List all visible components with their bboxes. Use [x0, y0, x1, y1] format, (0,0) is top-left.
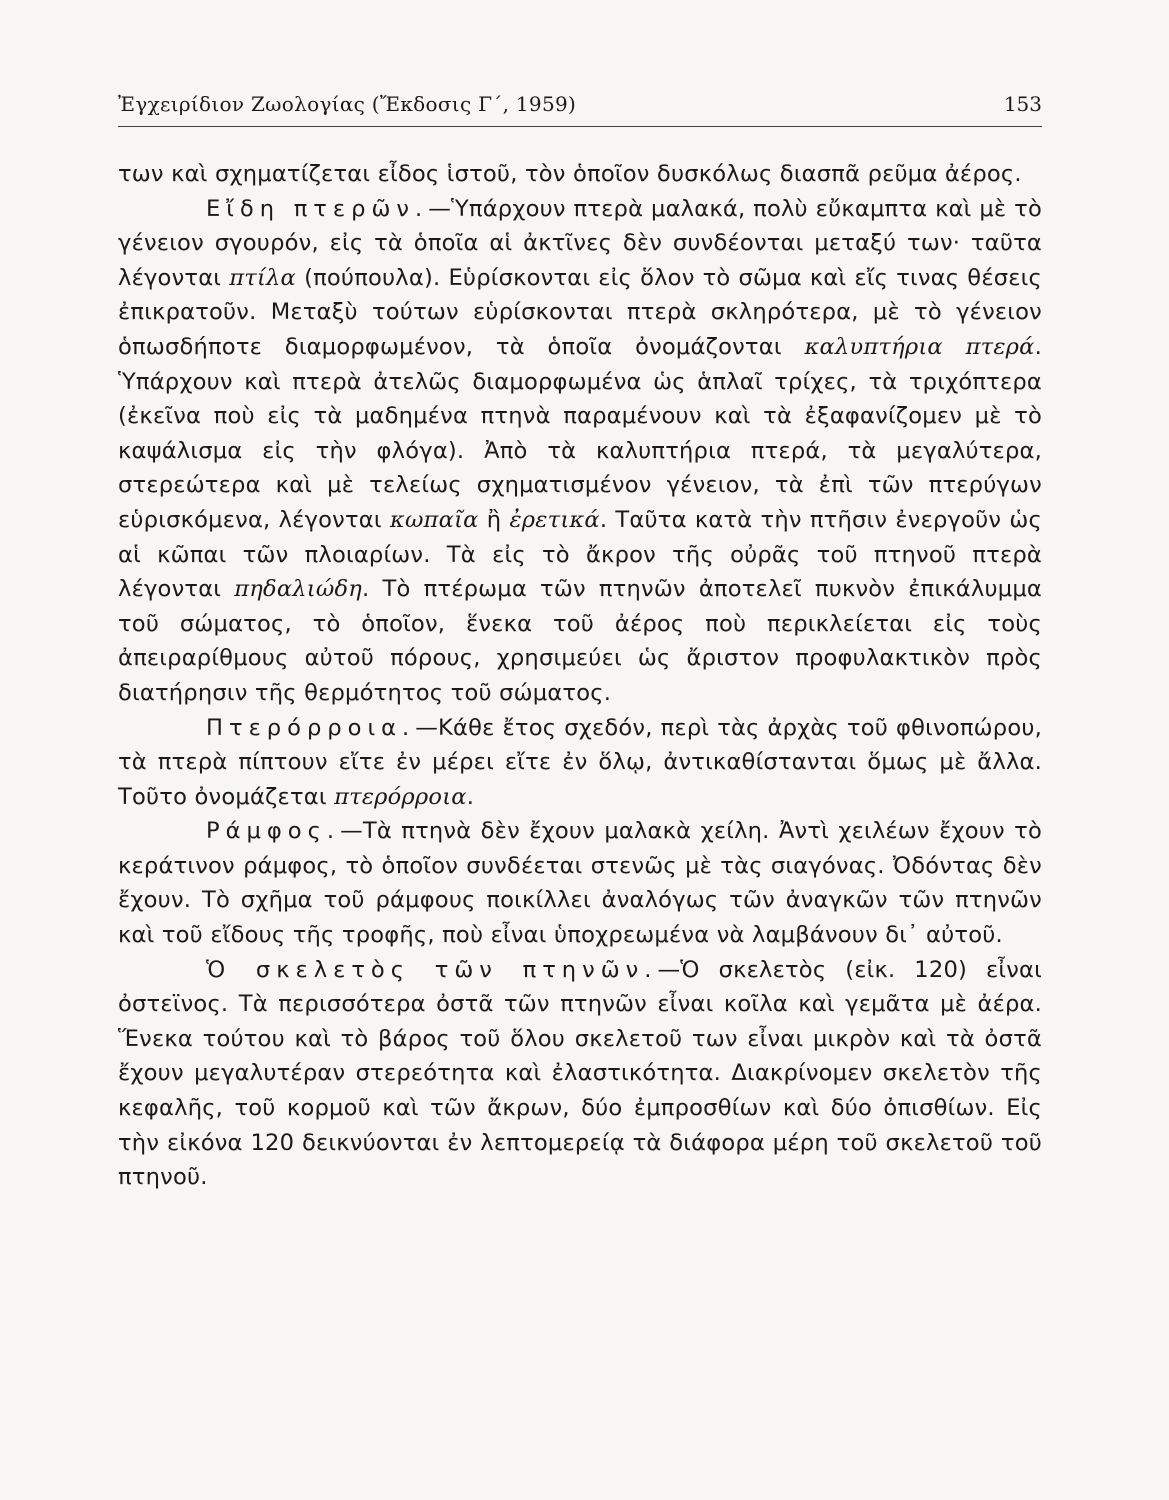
- section-heading-skeleton: Ὁ σκελετὸς τῶν πτηνῶν.: [206, 956, 658, 983]
- paragraph-feather-types: [118, 192, 1042, 711]
- section-heading-feather-types: Εἴδη πτερῶν.: [206, 195, 429, 222]
- book-title: Ἐγχειρίδιον Ζωολογίας (Ἔκδοσις Γ΄, 1959): [118, 92, 577, 116]
- paragraph-text: ἢ: [478, 506, 510, 533]
- paragraph-text: —Ὁ σκελετὸς (εἰκ. 120) εἶναι ὀστεϊνος. Τὰ περισσότερα ὀστᾶ τῶν πτηνῶν εἶναι κοῖλα καὶ γεμᾶτα μὲ ἀέρα. Ἕνεκα τούτου καὶ τὸ βάρος τοῦ ὅλου σκελετοῦ των εἶναι μικρὸν καὶ τὰ ὀστᾶ ἔχουν μεγαλυτέραν στερεότητα καὶ ἐλαστικότητα. Διακρίνομεν σκελετὸν τῆς κεφαλῆς, τοῦ κορμοῦ καὶ τῶν ἄκρων, δύο ἐμπροσθίων καὶ δύο ὀπισθίων. Εἰς τὴν εἰκόνα 120 δεικνύονται ἐν λεπτομερείᾳ τὰ διάφορα μέρη τοῦ σκελετοῦ τοῦ πτηνοῦ.: [118, 956, 1042, 1191]
- paragraph-text: των καὶ σχηματίζεται εἶδος ἱστοῦ, τὸν ὁποῖον δυσκόλως διασπᾶ ρεῦμα ἀέρος.: [118, 161, 1022, 187]
- body-text: [118, 157, 1042, 1195]
- page-number: 153: [1003, 92, 1042, 116]
- paragraph-skeleton: [118, 953, 1042, 1195]
- term-italic: πτερόρροια: [334, 783, 467, 810]
- running-head: [118, 92, 1042, 127]
- paragraph-text: . Ταῦτα κατὰ τὴν πτῆσιν ἐνεργοῦν ὡς αἱ κῶπαι τῶν πλοιαρίων. Τὰ εἰς τὸ ἄκρον τῆς οὐρᾶς τοῦ πτηνοῦ πτερὰ λέγονται: [118, 506, 1042, 603]
- term-italic: πηδαλιώδη: [234, 576, 363, 603]
- paragraph-text: (πούπουλα). Εὑρίσκονται εἰς ὅλον τὸ σῶμα καὶ εἴς τινας θέσεις ἐπικρατοῦν. Μεταξὺ τούτων εὑρίσκονται πτερὰ σκληρότερα, μὲ τὸ γένειον ὁπωσδήποτε διαμορφωμένον, τὰ ὁποῖα ὀνομάζονται: [118, 264, 1042, 360]
- term-italic: πτίλα: [229, 264, 297, 291]
- paragraph-beak: [118, 814, 1042, 952]
- paragraph-text: . Τὸ πτέρωμα τῶν πτηνῶν ἀποτελεῖ πυκνὸν ἐπικάλυμμα τοῦ σώματος, τὸ ὁποῖον, ἕνεκα τοῦ ἀέρος ποὺ περικλείεται εἰς τοὺς ἀπειραρίθμους αὐτοῦ πόρους, χρησιμεύει ὡς ἄριστον προφυλακτικὸν πρὸς διατήρησιν τῆς θερμότητος τοῦ σώματος.: [118, 576, 1042, 706]
- paragraph-continuation: [118, 157, 1042, 192]
- paragraph-text: —Τὰ πτηνὰ δὲν ἔχουν μαλακὰ χείλη. Ἀντὶ χειλέων ἔχουν τὸ κεράτινον ράμφος, τὸ ὁποῖον συνδέεται στενῶς μὲ τὰς σιαγόνας. Ὀδόντας δὲν ἔχουν. Τὸ σχῆμα τοῦ ράμφους ποικίλλει ἀναλόγως τῶν ἀναγκῶν τῶν πτηνῶν καὶ τοῦ εἴδους τῆς τροφῆς, ποὺ εἶναι ὑποχρεωμένα νὰ λαμβάνουν δι᾿ αὐτοῦ.: [118, 818, 1042, 949]
- paragraph-molting: [118, 711, 1042, 815]
- section-heading-molting: Πτερόρροια.: [206, 714, 416, 741]
- section-heading-beak: Ράμφος.: [206, 818, 341, 845]
- paragraph-text: —Κάθε ἔτος σχεδόν, περὶ τὰς ἀρχὰς τοῦ φθινοπώρου, τὰ πτερὰ πίπτουν εἴτε ἐν μέρει εἴτε ἐν ὅλῳ, ἀντικαθίστανται ὅμως μὲ ἄλλα. Τοῦτο ὀνομάζεται: [118, 714, 1042, 810]
- paragraph-text: .: [466, 783, 475, 810]
- term-italic: καλυπτήρια πτερά: [804, 333, 1035, 360]
- term-italic: ἐρετικά: [509, 506, 600, 533]
- paragraph-text: —Ὑπάρχουν πτερὰ μαλακά, πολὺ εὔκαμπτα καὶ μὲ τὸ γένειον σγουρόν, εἰς τὰ ὁποῖα αἱ ἀκτῖνες δὲν συνδέονται μεταξύ των· ταῦτα λέγονται: [118, 195, 1042, 291]
- paragraph-text: . Ὑπάρχουν καὶ πτερὰ ἀτελῶς διαμορφωμένα ὡς ἁπλαῖ τρίχες, τὰ τριχόπτερα (ἐκεῖνα ποὺ εἰς τὰ μαδημένα πτηνὰ παραμένουν καὶ τὰ ἐξαφανίζομεν μὲ τὸ καψάλισμα εἰς τὴν φλόγα). Ἀπὸ τὰ καλυπτήρια πτερά, τὰ μεγαλύτερα, στερεώτερα καὶ μὲ τελείως σχηματισμένον γένειον, τὰ ἐπὶ τῶν πτερύγων εὑρισκόμενα, λέγονται: [118, 333, 1042, 533]
- term-italic: κωπαῖα: [389, 506, 479, 533]
